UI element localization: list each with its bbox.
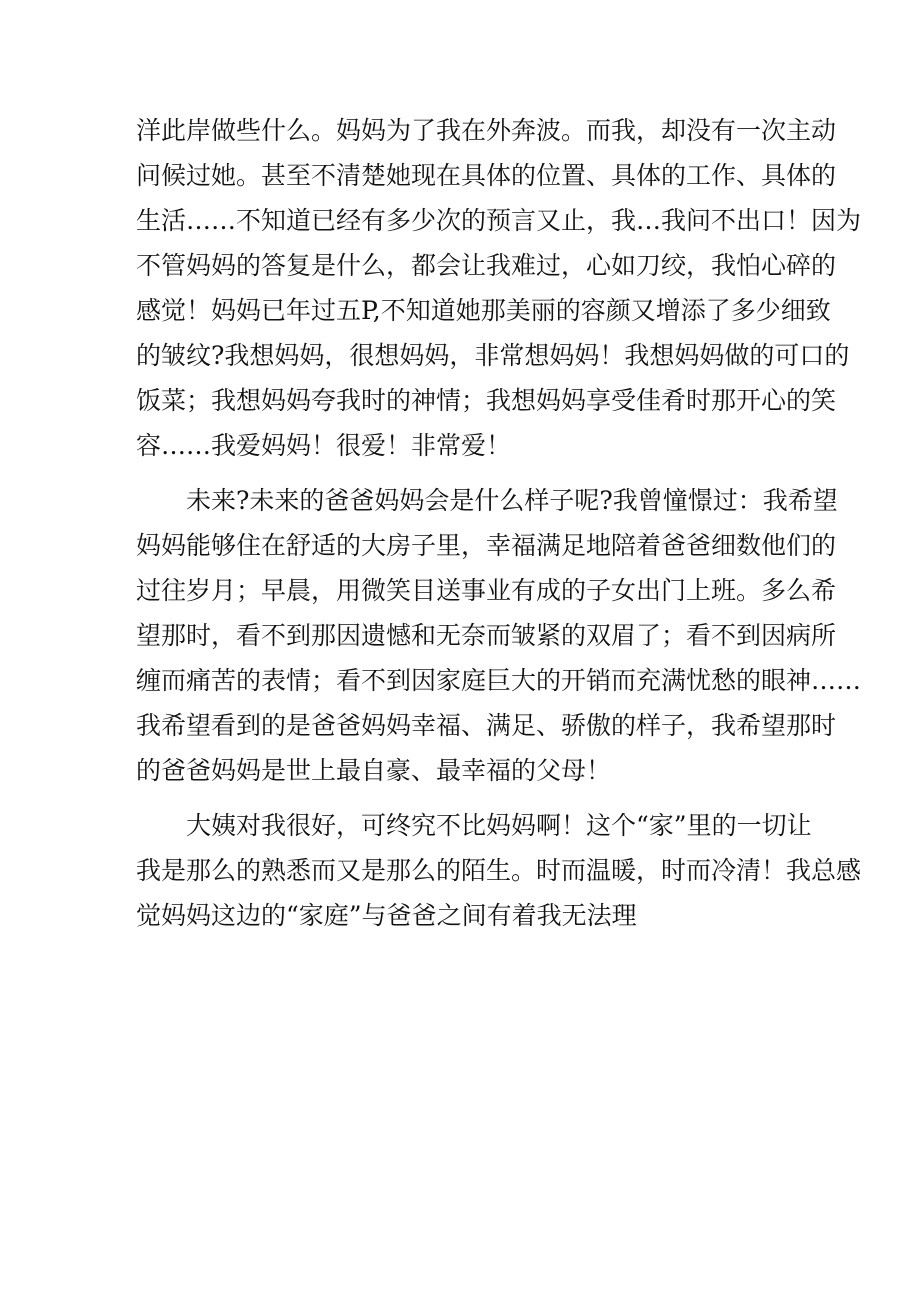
paragraph-1-line-2: 问候过她。甚至不清楚她现在具体的位置、具体的工作、具体的 bbox=[136, 161, 837, 190]
document-body bbox=[136, 108, 862, 938]
paragraph-2-line-3: 过往岁月；早晨，用微笑目送事业有成的子女出门上班。多么希 bbox=[136, 576, 837, 605]
paragraph-1-line-6: 的皱纹?我想妈妈，很想妈妈，非常想妈妈！我想妈妈做的可口的 bbox=[136, 341, 850, 370]
paragraph-gap bbox=[136, 793, 786, 803]
paragraph-1-line-8: 容……我爱妈妈！很爱！非常爱！ bbox=[136, 431, 512, 460]
paragraph-gap bbox=[136, 468, 786, 478]
paragraph-2-line-2: 妈妈能够住在舒适的大房子里，幸福满足地陪着爸爸细数他们的 bbox=[136, 531, 837, 560]
paragraph-1-line-5: 感觉！妈妈已年过五P,不知道她那美丽的容颜又增添了多少细致 bbox=[136, 296, 831, 325]
paragraph-3-line-3: 觉妈妈这边的“家庭”与爸爸之间有着我无法理 bbox=[136, 901, 637, 930]
paragraph-2-line-5: 缠而痛苦的表情；看不到因家庭巨大的开销而充满忧愁的眼神…… bbox=[136, 666, 862, 695]
paragraph-1-line-7: 饭菜；我想妈妈夸我时的神情；我想妈妈享受佳肴时那开心的笑 bbox=[136, 386, 837, 415]
paragraph-2-line-6: 我希望看到的是爸爸妈妈幸福、满足、骄傲的样子，我希望那时 bbox=[136, 711, 837, 740]
paragraph-3-line-1: 大姨对我很好，可终究不比妈妈啊！这个“家”里的一切让 bbox=[186, 811, 812, 840]
paragraph-1-line-1: 洋此岸做些什么。妈妈为了我在外奔波。而我，却没有一次主动 bbox=[136, 116, 837, 145]
paragraph-1-line-4: 不管妈妈的答复是什么，都会让我难过，心如刀绞，我怕心碎的 bbox=[136, 251, 837, 280]
paragraph-2-line-1: 未来?未来的爸爸妈妈会是什么样子呢?我曾憧憬过：我希望 bbox=[186, 486, 838, 515]
paragraph-2-line-4: 望那时，看不到那因遗憾和无奈而皱紧的双眉了；看不到因病所 bbox=[136, 621, 837, 650]
paragraph-1-line-3: 生活……不知道已经有多少次的预言又止，我…我问不出口！因为 bbox=[136, 206, 862, 235]
paragraph-2-line-7: 的爸爸妈妈是世上最自豪、最幸福的父母！ bbox=[136, 756, 612, 785]
paragraph-3-line-2: 我是那么的熟悉而又是那么的陌生。时而温暖，时而冷清！我总感 bbox=[136, 856, 862, 885]
